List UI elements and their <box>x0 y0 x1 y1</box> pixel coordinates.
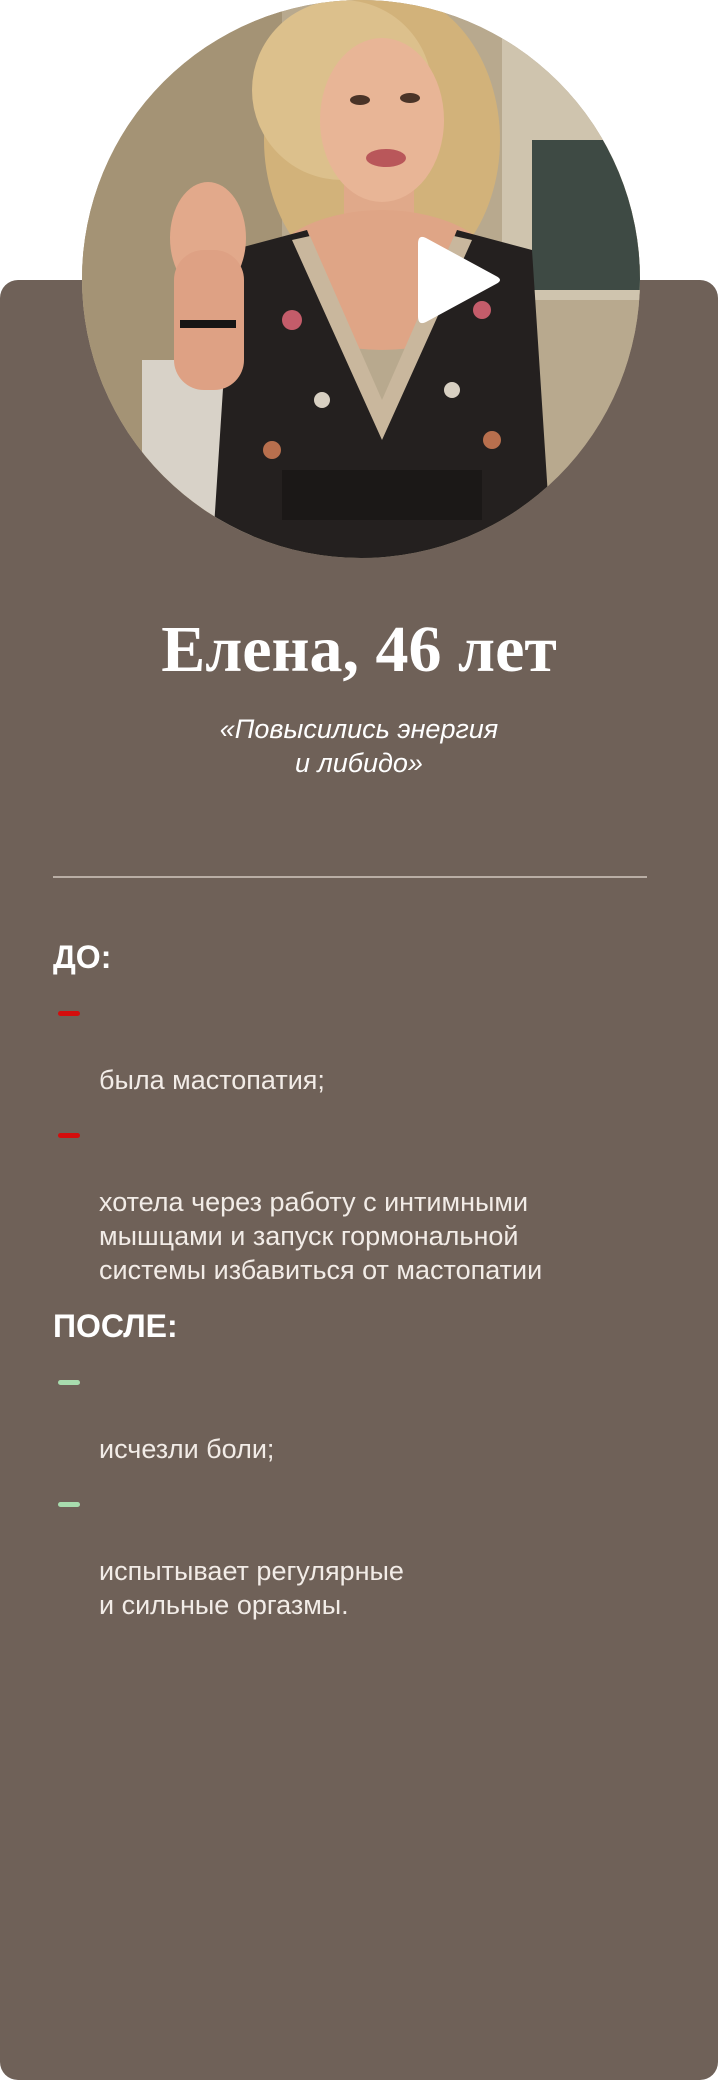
after-heading: ПОСЛЕ: <box>53 1308 178 1344</box>
before-item-text: была мастопатия; <box>99 1065 325 1095</box>
after-item-text: испытывает регулярные и сильные оргазмы. <box>99 1556 404 1620</box>
after-item <box>53 1486 673 1622</box>
after-item-text: исчезли боли; <box>99 1434 275 1464</box>
before-item <box>53 1117 673 1287</box>
red-dash-icon <box>58 1011 80 1016</box>
video-thumbnail[interactable] <box>82 0 640 558</box>
green-dash-icon <box>58 1380 80 1385</box>
video-preview-image <box>82 0 640 558</box>
red-dash-icon <box>58 1133 80 1138</box>
before-item <box>53 995 673 1097</box>
before-heading: ДО: <box>53 939 112 975</box>
before-item-text: хотела через работу с интимными мышцами и запуск гормональной системы избавиться от мастопатии <box>99 1187 543 1285</box>
section-divider <box>53 876 647 878</box>
after-item <box>53 1364 673 1466</box>
testimonial-quote: «Повысились энергия и либидо» <box>219 714 499 778</box>
testimonial-title: Елена, 46 лет <box>161 613 557 686</box>
before-list <box>53 995 673 1307</box>
play-icon[interactable] <box>412 232 504 328</box>
after-list <box>53 1364 673 1642</box>
green-dash-icon <box>58 1502 80 1507</box>
